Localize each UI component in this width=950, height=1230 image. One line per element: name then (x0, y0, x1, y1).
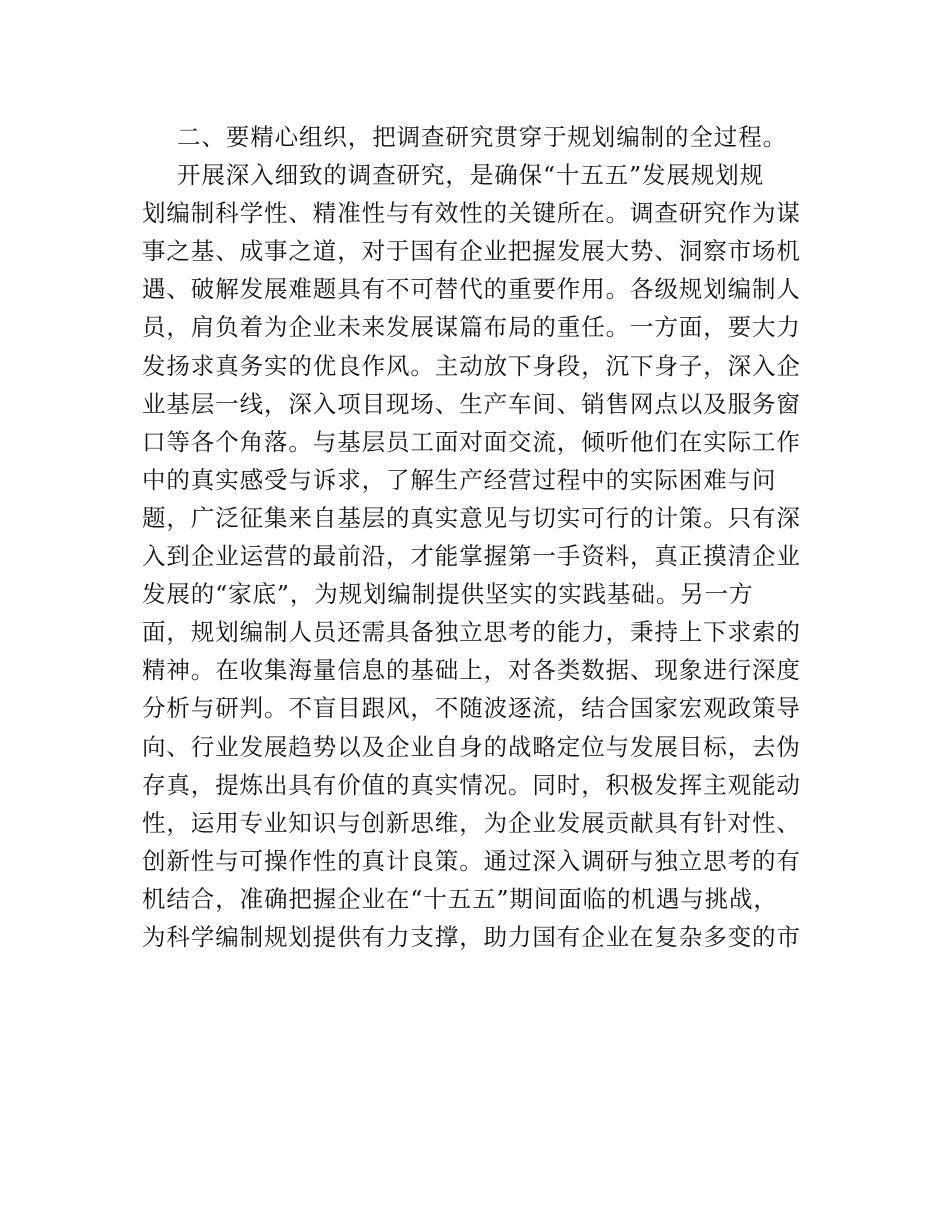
paragraph-line: 事之基、成事之道，对于国有企业把握发展大势、洞察市场机 (142, 237, 801, 266)
paragraph-line: 性，运用专业知识与创新思维，为企业发展贡献具有针对性、 (142, 808, 801, 837)
paragraph-line: 面，规划编制人员还需具备独立思考的能力，秉持上下求索的 (142, 618, 801, 647)
paragraph-line: 中的真实感受与诉求，了解生产经营过程中的实际困难与问 (142, 465, 777, 494)
document-body (142, 118, 812, 956)
paragraph-line: 口等各个角落。与基层员工面对面交流，倾听他们在实际工作 (142, 427, 801, 456)
paragraph-line: 业基层一线，深入项目现场、生产车间、销售网点以及服务窗 (142, 389, 801, 418)
paragraph-line: 向、行业发展趋势以及企业自身的战略定位与发展目标，去伪 (142, 732, 801, 761)
paragraph-line: 分析与研判。不盲目跟风，不随波逐流，结合国家宏观政策导 (142, 694, 801, 723)
paragraph-line: 题，广泛征集来自基层的真实意见与切实可行的计策。只有深 (142, 503, 801, 532)
section-heading: 二、要精心组织，把调查研究贯穿于规划编制的全过程。 (177, 123, 787, 151)
paragraph-line: 为科学编制规划提供有力支撑，助力国有企业在复杂多变的市 (142, 922, 801, 951)
paragraph-line: 开展深入细致的调查研究，是确保“十五五”发展规划规 (177, 161, 765, 190)
paragraph-line: 存真，提炼出具有价值的真实情况。同时，积极发挥主观能动 (142, 770, 801, 799)
paragraph-line: 入到企业运营的最前沿，才能掌握第一手资料，真正摸清企业 (142, 542, 801, 571)
paragraph-line: 创新性与可操作性的真计良策。通过深入调研与独立思考的有 (142, 846, 801, 875)
paragraph-line: 精神。在收集海量信息的基础上，对各类数据、现象进行深度 (142, 656, 801, 685)
paragraph-line: 员，肩负着为企业未来发展谋篇布局的重任。一方面，要大力 (142, 313, 801, 342)
paragraph-line: 机结合，准确把握企业在“十五五”期间面临的机遇与挑战， (142, 884, 778, 913)
paragraph-line: 发展的“家底”，为规划编制提供坚实的实践基础。另一方 (142, 580, 754, 609)
paragraph-line: 发扬求真务实的优良作风。主动放下身段，沉下身子，深入企 (142, 351, 801, 380)
paragraph-line: 遇、破解发展难题具有不可替代的重要作用。各级规划编制人 (142, 275, 801, 304)
paragraph-line: 划编制科学性、精准性与有效性的关键所在。调查研究作为谋 (142, 199, 801, 228)
